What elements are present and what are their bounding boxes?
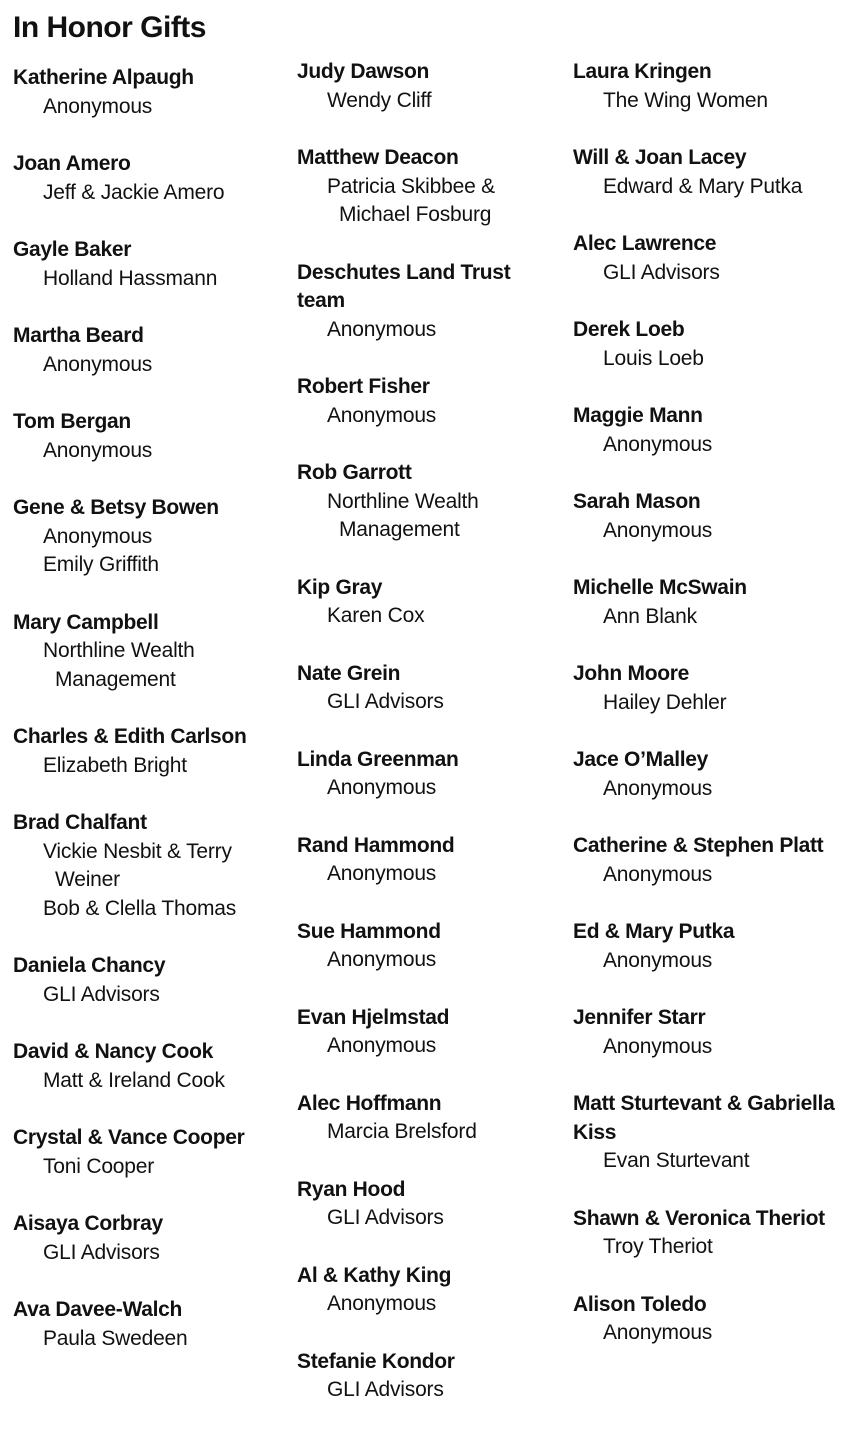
donor-name: Northline Wealth Management [327,489,479,541]
honoree-name: Linda Greenman [297,747,459,771]
honor-entry [297,1262,562,1319]
honor-entry [13,952,283,1009]
honor-entry [573,1090,845,1176]
donor-name: GLI Advisors [327,690,444,713]
honoree-name: Gene & Betsy Bowen [13,496,219,519]
donor-name: Karen Cox [327,604,425,627]
honoree-name: Sarah Mason [573,490,701,513]
honor-entry [13,494,283,580]
honoree-name: Tom Bergan [13,410,131,433]
honor-entry [573,746,845,803]
donor-name: Anonymous [43,94,153,118]
honor-entry [573,1004,845,1061]
honor-entry [297,660,562,717]
donor-name: Matt & Ireland Cook [43,1068,225,1092]
donor-name: Anonymous [327,403,437,427]
honoree-name: Brad Chalfant [13,811,147,834]
honor-entry [573,574,845,631]
donor-name: Louis Loeb [603,346,704,370]
honoree-name: Kip Gray [297,575,383,599]
honor-entry [13,236,283,293]
donor-name: Anonymous [327,862,437,885]
honor-entry [297,1176,562,1233]
honor-entry [297,832,562,889]
honoree-name: Maggie Mann [573,404,703,427]
donor-name: Patricia Skibbee & Michael Fosburg [327,174,495,226]
donor-name: GLI Advisors [43,1240,160,1264]
honoree-name: Alec Hoffmann [297,1091,442,1115]
honoree-name: Joan Amero [13,152,131,175]
honoree-name: Jennifer Starr [573,1006,706,1029]
donor-name: Anonymous [327,317,437,341]
donor-name: Marcia Brelsford [327,1120,477,1143]
honoree-name: Martha Beard [13,324,144,347]
honoree-name: Daniela Chancy [13,954,166,977]
honor-entry [297,574,562,631]
honoree-name: Gayle Baker [13,238,132,261]
honor-entry [13,723,283,780]
honor-entry [573,58,845,115]
donor-name: Hailey Dehler [603,690,727,714]
donor-name: The Wing Women [603,88,768,112]
donor-name: Holland Hassmann [43,266,218,290]
honor-entry [297,1090,562,1147]
honoree-name: Alec Lawrence [573,232,717,255]
donor-name: Elizabeth Bright [43,753,187,777]
donor-name: Anonymous [603,1321,713,1344]
donor-name: Anonymous [603,518,713,542]
honor-entry [13,408,283,465]
honor-entry [297,918,562,975]
donor-name: Vickie Nesbit & Terry Weiner [43,839,232,891]
donor-name: Emily Griffith [43,553,159,576]
honoree-name: Crystal & Vance Cooper [13,1126,245,1149]
donor-name: Troy Theriot [603,1235,713,1258]
honoree-name: Katherine Alpaugh [13,66,194,89]
donor-name: GLI Advisors [43,982,160,1006]
honoree-name: Evan Hjelmstad [297,1005,450,1029]
honor-entry [13,64,283,121]
honor-entry [13,1038,283,1095]
honor-entry [297,1348,562,1405]
honoree-name: Matt Sturtevant & Gabriella Kiss [573,1092,835,1144]
honoree-name: Ryan Hood [297,1177,406,1201]
honoree-name: Derek Loeb [573,318,685,341]
donor-name: Anonymous [43,352,153,376]
honoree-name: Rob Garrott [297,461,412,484]
honor-entry [573,402,845,459]
honor-entry [573,488,845,545]
honoree-name: Aisaya Corbray [13,1212,163,1235]
honor-entry [297,459,562,545]
honor-entry [13,150,283,207]
honoree-name: Michelle McSwain [573,576,747,599]
honoree-name: Al & Kathy King [297,1263,452,1287]
honoree-name: Catherine & Stephen Platt [573,834,824,857]
honoree-name: Shawn & Veronica Theriot [573,1206,825,1230]
honoree-name: Robert Fisher [297,375,430,398]
honor-entry [573,1291,845,1348]
honor-entry [297,144,562,230]
honor-entry [573,832,845,889]
honor-entry [13,1210,283,1267]
honor-entry [573,1205,845,1262]
honoree-name: Stefanie Kondor [297,1349,455,1373]
donor-name: Anonymous [603,776,713,800]
donor-name: Anonymous [603,862,713,886]
honoree-name: Charles & Edith Carlson [13,725,247,748]
honoree-name: Ava Davee-Walch [13,1298,183,1321]
donor-name: GLI Advisors [327,1206,444,1229]
donor-name: Wendy Cliff [327,88,432,112]
honor-column-2 [297,58,562,1434]
honoree-name: David & Nancy Cook [13,1040,213,1063]
donor-name: Anonymous [43,524,153,548]
donor-name: Toni Cooper [43,1154,155,1178]
honoree-name: Deschutes Land Trust team [297,260,511,312]
donor-name: Anonymous [603,1034,713,1058]
donor-name: Anonymous [327,776,437,799]
honoree-name: Sue Hammond [297,919,441,943]
honoree-name: Will & Joan Lacey [573,146,747,169]
donor-name: Bob & Clella Thomas [43,896,237,920]
honoree-name: Matthew Deacon [297,146,459,169]
honor-entry [573,230,845,287]
page-title: In Honor Gifts [13,11,206,44]
honor-entry [573,144,845,201]
honor-entry [297,373,562,430]
honoree-name: Rand Hammond [297,833,455,857]
honoree-name: Alison Toledo [573,1292,707,1316]
donor-name: GLI Advisors [327,1378,444,1401]
honor-column-3 [573,58,845,1377]
donor-name: Evan Sturtevant [603,1149,750,1172]
honor-entry [13,1296,283,1353]
honor-entry [573,918,845,975]
honor-entry [297,746,562,803]
honor-column-1 [13,64,283,1382]
honoree-name: Ed & Mary Putka [573,920,735,943]
donor-name: Anonymous [327,1292,437,1315]
honoree-name: Mary Campbell [13,610,159,634]
donor-name: Anonymous [603,432,713,456]
honor-entry [297,1004,562,1061]
donor-name: Anonymous [327,948,437,971]
honor-entry [297,58,562,115]
donor-name: Anonymous [327,1034,437,1057]
honor-entry [573,316,845,373]
honor-entry [13,609,283,695]
honor-entry [13,322,283,379]
donor-name: Jeff & Jackie Amero [43,180,225,204]
honor-entry [297,259,562,345]
donor-name: Anonymous [603,948,713,972]
donor-name: Paula Swedeen [43,1326,188,1350]
donor-name: Northline Wealth Management [43,639,195,691]
honor-entry [573,660,845,717]
donor-name: Ann Blank [603,604,697,628]
honor-entry [13,1124,283,1181]
donor-name: Anonymous [43,438,153,462]
donor-name: GLI Advisors [603,260,720,284]
honoree-name: Laura Kringen [573,60,712,83]
honoree-name: Nate Grein [297,661,401,685]
donor-name: Edward & Mary Putka [603,174,803,198]
honoree-name: Jace O’Malley [573,748,709,771]
honoree-name: Judy Dawson [297,60,430,83]
honor-entry [13,809,283,923]
honoree-name: John Moore [573,662,689,685]
